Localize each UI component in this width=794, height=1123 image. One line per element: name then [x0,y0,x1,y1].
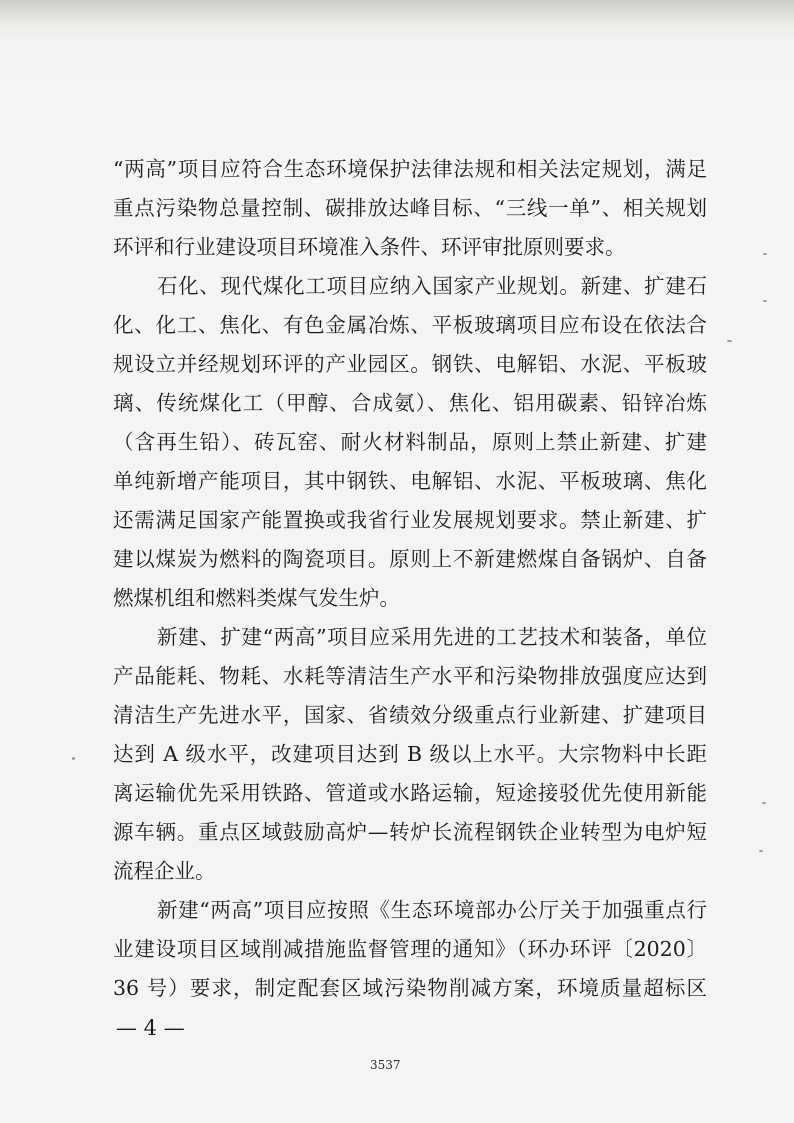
text-line: 重点污染物总量控制、碳排放达峰目标、“三线一单”、相关规划 [113,196,707,220]
text-line: 环评和行业建设项目环境准入条件、环评审批原则要求。 [113,235,626,259]
scan-speck [763,253,767,255]
scan-speck [763,300,767,302]
paragraph-start-line: 新建、扩建“两高”项目应采用先进的工艺技术和装备，单位 [157,625,707,649]
text-line: 业建设项目区域削减措施监督管理的通知》（环办环评〔2020〕 [113,937,707,961]
text-line: 源车辆。重点区域鼓励高炉—转炉长流程钢铁企业转型为电炉短 [113,820,707,844]
text-line: （含再生铅）、砖瓦窑、耐火材料制品，原则上禁止新建、扩建 [113,430,707,454]
text-line: 化、化工、焦化、有色金属冶炼、平板玻璃项目应布设在依法合 [113,313,707,337]
scan-speck [727,340,732,342]
scan-edge-shadow [0,0,794,28]
text-line: 36 号）要求，制定配套区域污染物削减方案，环境质量超标区 [113,976,707,1000]
text-line: 离运输优先采用铁路、管道或水路运输，短途接驳优先使用新能 [113,781,707,805]
text-line: 规设立并经规划环评的产业园区。钢铁、电解铝、水泥、平板玻 [113,352,707,376]
stamp-number: 3537 [370,1058,401,1072]
text-line: 流程企业。 [113,859,216,883]
text-line: 单纯新增产能项目，其中钢铁、电解铝、水泥、平板玻璃、焦化 [113,469,707,493]
text-line: 还需满足国家产能置换或我省行业发展规划要求。禁止新建、扩 [113,508,707,532]
scan-speck [72,757,75,760]
text-line: “两高”项目应符合生态环境保护法律法规和相关法定规划，满足 [113,157,707,181]
body-text [113,150,707,1008]
scan-speck [762,802,766,804]
text-line: 清洁生产先进水平，国家、省绩效分级重点行业新建、扩建项目 [113,703,707,727]
scan-speck [759,850,763,852]
paragraph-start-line: 新建“两高”项目应按照《生态环境部办公厅关于加强重点行 [157,898,707,922]
text-line: 燃煤机组和燃料类煤气发生炉。 [113,586,400,610]
text-line: 建以煤炭为燃料的陶瓷项目。原则上不新建燃煤自备锅炉、自备 [113,547,707,571]
text-line: 达到 A 级水平，改建项目达到 B 级以上水平。大宗物料中长距 [113,742,707,766]
text-line: 产品能耗、物耗、水耗等清洁生产水平和污染物排放强度应达到 [113,664,707,688]
text-line: 璃、传统煤化工（甲醇、合成氨）、焦化、铝用碳素、铅锌冶炼 [113,391,707,415]
paragraph-start-line: 石化、现代煤化工项目应纳入国家产业规划。新建、扩建石 [157,274,707,298]
page-number: — 4 — [116,1016,185,1040]
